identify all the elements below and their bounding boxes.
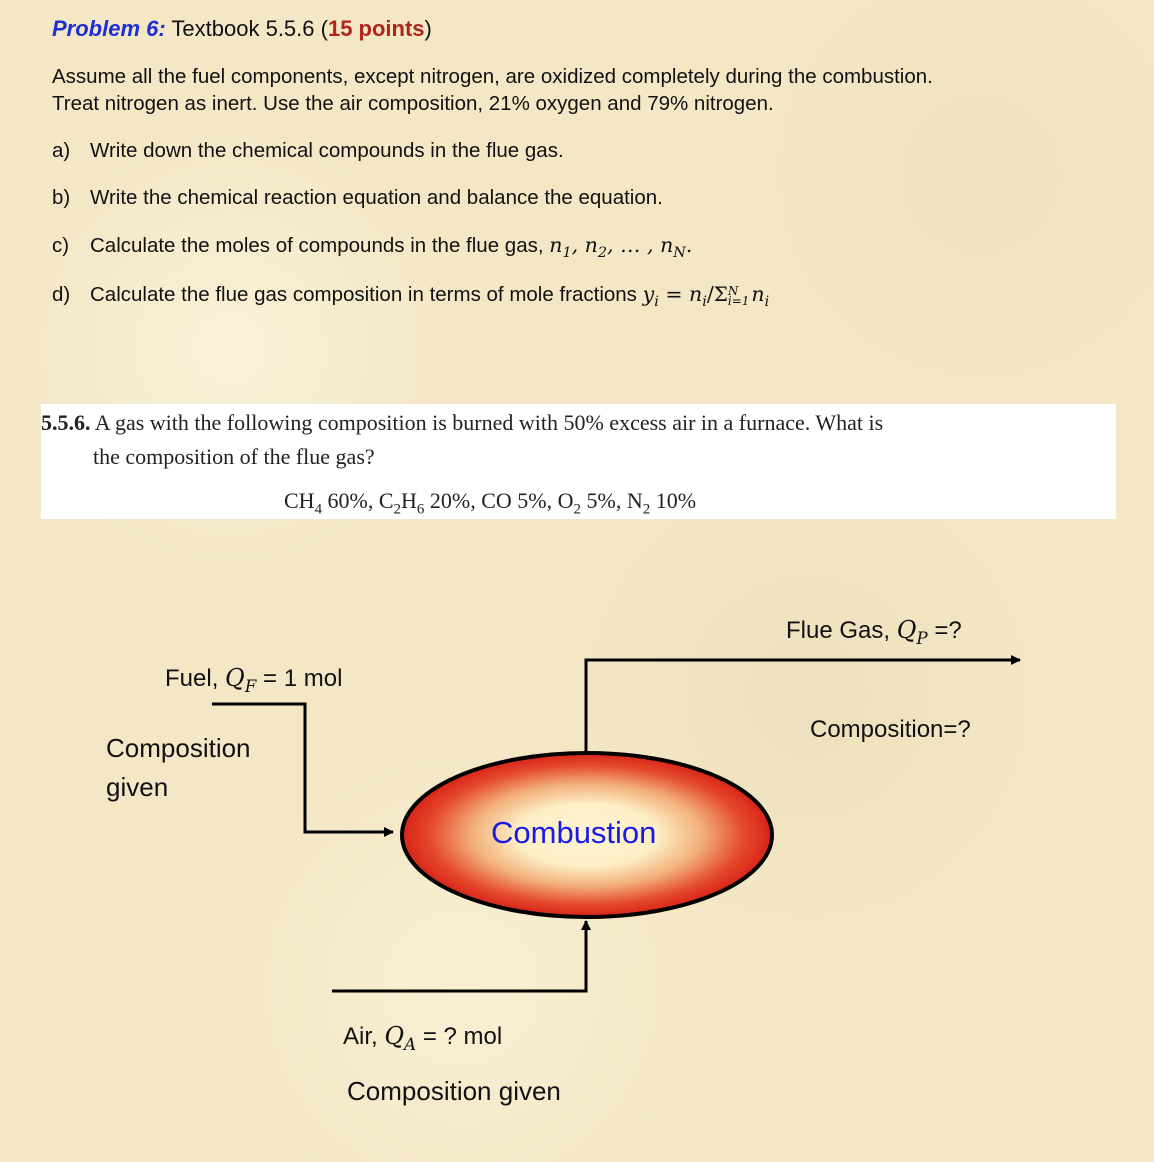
question-d: d) Calculate the flue gas composition in terms of mole fractions $y_i = n_i/\Sigma$ N i=1 $n_i$ xyxy=(52,282,770,311)
intro-line-2: Treat nitrogen as inert. Use the air composition, 21% oxygen and 79% nitrogen. xyxy=(52,92,774,115)
math-mole-fraction: $y_i$ xyxy=(642,282,659,311)
air-composition: Composition given xyxy=(347,1076,561,1106)
flue-gas-label: Flue Gas, $Q_P$ =? xyxy=(786,616,962,648)
question-a: a) Write down the chemical compounds in the flue gas. xyxy=(52,139,564,162)
flue-gas-composition: Composition=? xyxy=(810,716,971,743)
question-b: b) Write the chemical reaction equation and balance the equation. xyxy=(52,186,663,209)
excerpt-number: 5.5.6. xyxy=(41,410,91,435)
textbook-ref: Textbook 5.5.6 ( xyxy=(165,16,328,41)
excerpt-line-1: A gas with the following composition is burned with 50% excess air in a furnace. What is xyxy=(90,410,884,435)
excerpt-composition: $CH_4$ 60%, $C_2H_6$ 20%, CO 5%, $O_2$ 5%, $N_2$ 10% xyxy=(284,488,697,518)
air-stream-line xyxy=(332,921,586,991)
excerpt-line-2: the composition of the flue gas? xyxy=(93,444,375,469)
points-value: 15 points xyxy=(327,16,425,41)
reactor-label: Combustion xyxy=(491,815,657,850)
fuel-composition-note: Composition given xyxy=(106,733,251,802)
math-moles: $n_1$, $n_2$, … , $n_N$. xyxy=(549,233,693,262)
intro-line-1: Assume all the fuel components, except nitrogen, are oxidized completely during the combustion. xyxy=(52,65,933,88)
fuel-label: Fuel, $Q_F = 1$ mol xyxy=(165,664,343,696)
problem-title: Problem 6: Textbook 5.5.6 (15 points) xyxy=(52,16,432,41)
problem-number: Problem 6: xyxy=(52,16,166,41)
question-c: c) Calculate the moles of compounds in the flue gas, $n_1$, $n_2$, … , $n_N$. xyxy=(52,233,693,262)
air-label: Air, $Q_A$ = ? mol xyxy=(343,1022,503,1054)
